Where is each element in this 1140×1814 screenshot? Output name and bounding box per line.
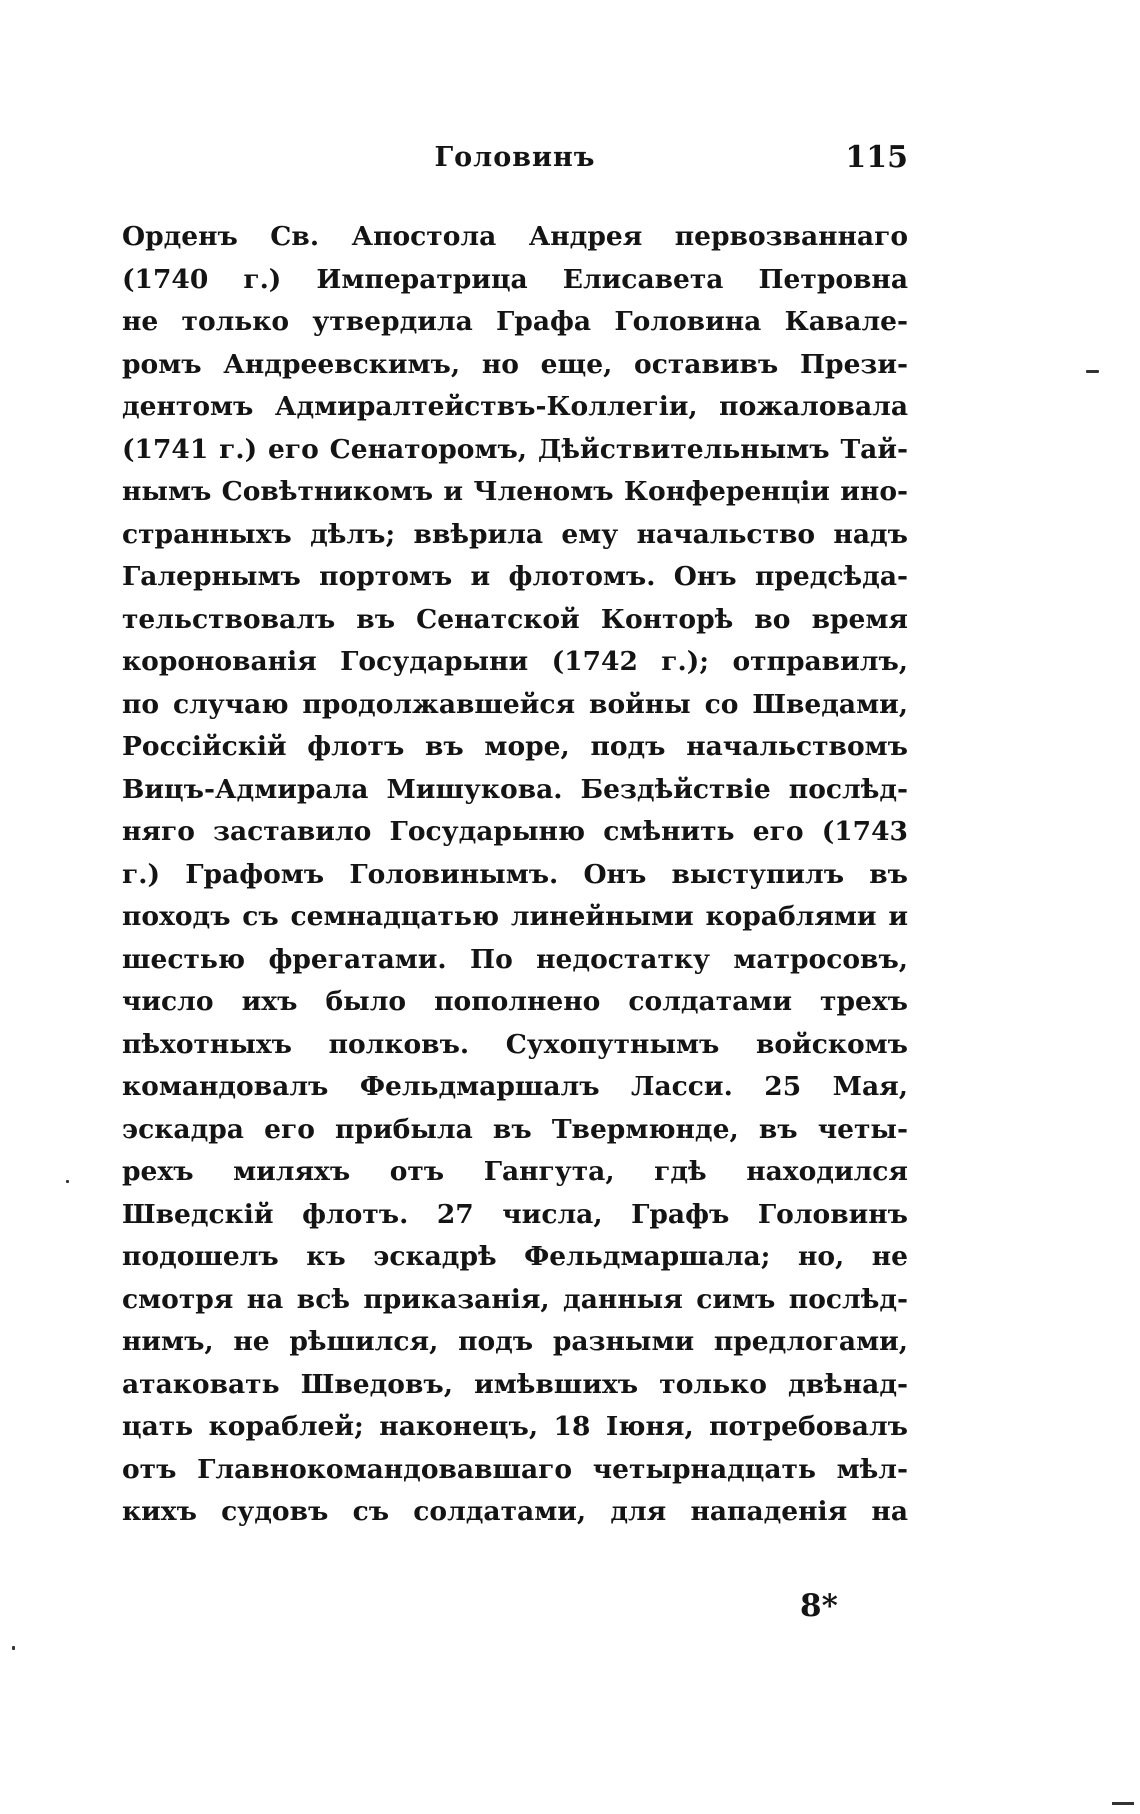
- text-line: смотря на всѣ приказанія, данныя симъ послѣд-: [122, 1283, 908, 1315]
- text-line: нимъ, не рѣшился, подъ разными предлогами,: [122, 1326, 908, 1357]
- text-line: не только утвердила Графа Головина Кавале-: [122, 306, 908, 337]
- text-line: няго заставило Государыню смѣнить его (1743: [122, 816, 908, 847]
- text-line: Шведскій флотъ. 27 числа, Графъ Головинъ: [122, 1198, 908, 1230]
- text-line: (1740 г.) Императрица Елисавета Петровна: [122, 263, 908, 295]
- text-line: тельствовалъ въ Сенатской Конторѣ во время: [122, 603, 908, 635]
- text-line: подошелъ къ эскадрѣ Фельдмаршала; но, не: [122, 1241, 908, 1272]
- text-line: г.) Графомъ Головинымъ. Онъ выступилъ въ: [122, 858, 908, 890]
- text-line: странныхъ дѣлъ; ввѣрила ему начальство надъ: [122, 518, 908, 550]
- text-line: кихъ судовъ съ солдатами, для нападенія на: [122, 1496, 908, 1527]
- body-text: [122, 216, 908, 1534]
- text-line: дентомъ Адмиралтействъ-Коллегіи, пожаловала: [122, 391, 908, 422]
- text-line: эскадра его прибыла въ Твермюнде, въ четы-: [122, 1113, 908, 1145]
- text-line: походъ съ семнадцатью линейными кораблями и: [122, 901, 908, 932]
- running-title: Головинъ: [434, 142, 596, 173]
- text-line: Россійскій флотъ въ море, подъ начальствомъ: [122, 731, 908, 762]
- text-line: число ихъ было пополнено солдатами трехъ: [122, 986, 908, 1017]
- running-head: [122, 142, 908, 192]
- text-line: Вицъ-Адмирала Мишукова. Бездѣйствіе послѣд-: [122, 773, 908, 805]
- scan-speck: [1112, 1802, 1134, 1805]
- text-line: нымъ Совѣтникомъ и Членомъ Конференціи ино-: [122, 476, 908, 507]
- signature-mark: 8*: [800, 1588, 838, 1624]
- text-line: Галернымъ портомъ и флотомъ. Онъ предсѣда-: [122, 561, 908, 592]
- scan-speck: [66, 1180, 69, 1183]
- text-line: ромъ Андреевскимъ, но еще, оставивъ Прези-: [122, 348, 908, 380]
- text-line: Орденъ Св. Апостола Андрея первозваннаго: [122, 221, 908, 252]
- scan-speck: [1086, 370, 1099, 373]
- text-line: цать кораблей; наконецъ, 18 Іюня, потребовалъ: [122, 1411, 908, 1442]
- page-number: 115: [845, 140, 908, 175]
- scan-speck: [12, 1646, 15, 1650]
- text-line: командовалъ Фельдмаршалъ Ласси. 25 Мая,: [122, 1071, 908, 1102]
- text-line: (1741 г.) его Сенаторомъ, Дѣйствительнымъ Тай-: [122, 433, 908, 465]
- text-line: атаковать Шведовъ, имѣвшихъ только двѣнад-: [122, 1368, 908, 1400]
- text-line: по случаю продолжавшейся войны со Шведами,: [122, 688, 908, 720]
- text-line: отъ Главнокомандовавшаго четырнадцать мѣл-: [122, 1453, 908, 1485]
- text-line: пѣхотныхъ полковъ. Сухопутнымъ войскомъ: [122, 1028, 908, 1060]
- text-line: коронованія Государыни (1742 г.); отправилъ,: [122, 646, 908, 677]
- text-line: рехъ миляхъ отъ Гангута, гдѣ находился: [122, 1156, 908, 1187]
- text-line: шестью фрегатами. По недостатку матросовъ,: [122, 943, 908, 975]
